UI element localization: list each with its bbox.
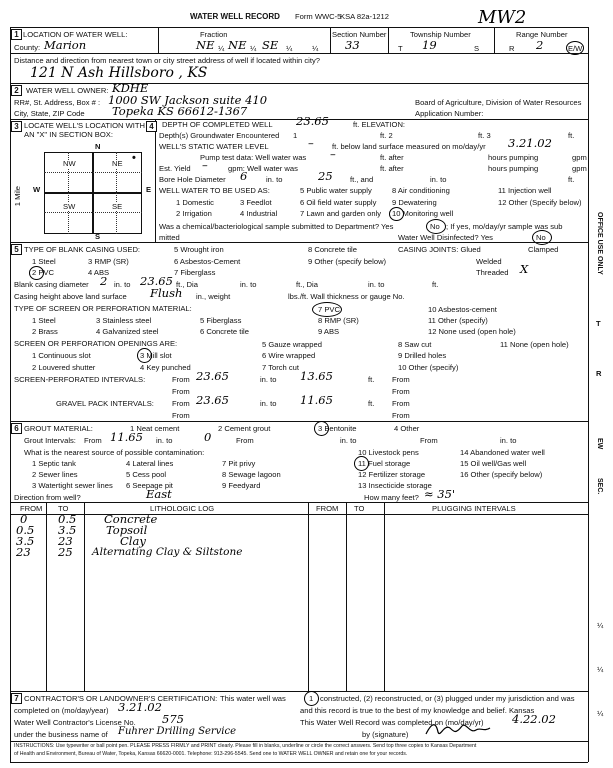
side-quarter: ¼ [597, 709, 604, 718]
city-value: Topeka KS 66612-1367 [112, 104, 248, 118]
ft-from-label: From [236, 436, 254, 445]
grid-se: SE [112, 202, 123, 211]
owner-value: KDHE [112, 81, 149, 95]
casing-option-selected[interactable]: 2 PVC [32, 268, 54, 277]
opening-option-selected[interactable]: 3 Mill slot [140, 351, 172, 360]
depth-value: 23.65 [296, 114, 329, 128]
hours-pumping-label: hours pumping [488, 164, 539, 173]
screen-option[interactable]: 5 Fiberglass [200, 316, 242, 325]
perf-intervals-label: SCREEN-PERFORATED INTERVALS: [14, 375, 146, 384]
grid-ne: NE [112, 159, 123, 168]
screen-circle [312, 302, 342, 317]
owner-label: WATER WELL OWNER: [26, 86, 109, 95]
grid-west: W [33, 185, 41, 194]
ft-dia-label: ft., Dia [176, 280, 198, 289]
joints-label: CASING JOINTS: Glued [398, 245, 481, 254]
side-r-label: R [596, 369, 602, 378]
ft-label: ft. [368, 375, 375, 384]
static-level-value: – [308, 136, 314, 150]
contam-option[interactable]: 12 Fertilizer storage [358, 470, 426, 479]
chemical-no[interactable]: No [430, 222, 440, 231]
contam-option[interactable]: 13 Insecticide storage [358, 481, 432, 490]
ft-dia-label: ft., Dia [296, 280, 318, 289]
log-row-desc: Concrete [104, 512, 158, 526]
log-row-to: 23 [58, 534, 73, 548]
use-option[interactable]: 3 Feedlot [240, 198, 272, 207]
log-header-to: TO [58, 504, 69, 513]
range-value: 2 [536, 38, 544, 52]
casing-option[interactable]: 9 Other (specify below) [308, 257, 387, 266]
perf-from-value: 23.65 [196, 369, 229, 383]
frame-bottom [10, 762, 588, 763]
screen-option[interactable]: 6 Concrete tile [200, 327, 249, 336]
side-sec-label: SEC. [596, 478, 603, 495]
township-s: S [474, 44, 480, 53]
ksa-ref: KSA 82a-1212 [340, 12, 389, 21]
screen-option-selected[interactable]: 7 PVC [318, 305, 340, 314]
screen-material-label: TYPE OF SCREEN OR PERFORATION MATERIAL: [14, 304, 192, 313]
height-label: Casing height above land surface [14, 292, 127, 301]
depth-label: DEPTH OF COMPLETED WELL [162, 120, 273, 129]
from-label: From [172, 411, 190, 420]
contamination-label: What is the nearest source of possible contamination: [24, 448, 205, 457]
in-to-label: in. to [430, 175, 447, 184]
contam-option[interactable]: 6 Seepage pit [126, 481, 173, 490]
certification-options: constructed, (2) reconstructed, or (3) plugged under my jurisdiction and was [320, 694, 575, 703]
ft-after-label: ft. after [380, 153, 404, 162]
ft-label: ft. [368, 399, 375, 408]
distance-label: Distance and direction from nearest town or city street address of well if located within city? [14, 56, 320, 65]
range-ew: E/W [568, 44, 583, 53]
grid-east: E [146, 185, 152, 194]
screen-option[interactable]: 2 Brass [32, 327, 58, 336]
contam-option[interactable]: 1 Septic tank [32, 459, 76, 468]
from-label: From [392, 411, 410, 420]
gravel-to-value: 11.65 [300, 393, 333, 407]
certification-text: This water well was [220, 694, 286, 703]
from-label: From [392, 387, 410, 396]
bore-and-label: ft., and [350, 175, 374, 184]
weight-label: in., weight [196, 292, 231, 301]
section-7-number: 7 [11, 693, 22, 704]
log-col-divider [308, 502, 309, 691]
direction-value: East [146, 487, 172, 501]
use-option-selected[interactable]: 10 Monitoring well [392, 209, 454, 218]
signature-label: by (signature) [362, 730, 409, 739]
from-label: From [392, 375, 410, 384]
from-label: From [172, 375, 190, 384]
contam-option[interactable]: 9 Feedyard [222, 481, 261, 490]
use-option[interactable]: 9 Dewatering [392, 198, 437, 207]
street-value: 1000 SW Jackson suite 410 [108, 93, 268, 107]
grid-horizontal [44, 192, 142, 194]
use-option[interactable]: 6 Oil field water supply [300, 198, 377, 207]
opening-circle [137, 348, 152, 363]
ft-to-label: in. to [500, 436, 517, 445]
pump-test-value: – [330, 147, 336, 161]
use-option[interactable]: 8 Air conditioning [392, 186, 450, 195]
casing-option[interactable]: 6 Asbestos-Cement [174, 257, 241, 266]
screen-option[interactable]: 11 Other (specify) [428, 316, 488, 325]
form-title: WATER WELL RECORD [190, 12, 280, 21]
use-label: WELL WATER TO BE USED AS: [159, 186, 270, 195]
joints-clamped[interactable]: Clamped [528, 245, 559, 254]
instructions-line-2: of Health and Environment, Bureau of Water, Topeka, Kansas 66620-0001. Telephone: 913-296-5545. Send one to WATER WELL OWNER and retain one for your records. [14, 751, 408, 757]
section-number-value: 33 [345, 38, 360, 52]
log-col-divider [384, 502, 385, 691]
log-header-plugging: PLUGGING INTERVALS [432, 504, 516, 513]
divider [10, 514, 588, 515]
casing-label: TYPE OF BLANK CASING USED: [24, 245, 141, 254]
ft-from-label: From [420, 436, 438, 445]
use-option[interactable]: 1 Domestic [176, 198, 214, 207]
bore-to-label: in. to [266, 175, 283, 184]
well-location-mark: • [132, 152, 136, 164]
side-quarter: ¼ [597, 621, 604, 630]
location-label: LOCATION OF WATER WELL: [23, 30, 128, 39]
yield-value: – [202, 158, 208, 172]
screen-option[interactable]: 9 ABS [318, 327, 340, 336]
township-t: T [398, 44, 403, 53]
business-value: Fuhrer Drilling Service [118, 726, 237, 737]
township-value: 19 [422, 38, 437, 52]
static-level-label: WELL'S STATIC WATER LEVEL [159, 142, 269, 151]
casing-option[interactable]: 1 Steel [32, 257, 56, 266]
address-value: 121 N Ash Hillsboro , KS [30, 65, 208, 81]
side-ew-label: EW [596, 438, 603, 450]
bore-value: 6 [240, 169, 248, 183]
grout-circle [314, 421, 329, 436]
gravel-label: GRAVEL PACK INTERVALS: [56, 399, 154, 408]
quarter-mark: ¼ [286, 44, 293, 53]
grout-option[interactable]: 1 Neat cement [130, 424, 180, 433]
groundwater-1: 1 [293, 131, 298, 140]
log-col-divider [346, 502, 347, 691]
quarter-mark: ¼ [218, 44, 225, 53]
log-row-from: 0.5 [16, 523, 35, 537]
quarter-mark: ¼ [250, 44, 257, 53]
section-5-number: 5 [11, 244, 22, 255]
divider [158, 27, 159, 53]
log-row-desc: Topsoil [106, 523, 148, 537]
screen-option[interactable]: 3 Stainless steel [96, 316, 152, 325]
use-circle [389, 207, 404, 221]
disinfected-label: Water Well Disinfected? Yes [398, 233, 493, 242]
contam-option[interactable]: 8 Sewage lagoon [222, 470, 281, 479]
casing-option[interactable]: 4 ABS [88, 268, 110, 277]
log-row-to: 25 [58, 545, 73, 559]
divider [10, 502, 588, 503]
township-label: Township Number [410, 30, 471, 39]
handwritten-well-id: MW2 [478, 7, 527, 28]
feet-label: How many feet? [364, 493, 419, 502]
license-label: Water Well Contractor's License No. [14, 718, 136, 727]
grid-south: S [95, 232, 101, 241]
log-col-divider [46, 502, 47, 691]
quarter-mark: ¼ [312, 44, 319, 53]
hours-pumping-label: hours pumping [488, 153, 539, 162]
signature-mark [424, 720, 494, 740]
grid-dot [44, 172, 142, 173]
casing-option[interactable]: 8 Concrete tile [308, 245, 357, 254]
static-level-tail: ft. below land surface measured on mo/day/yr [332, 142, 486, 151]
yield-label: Est. Yield [159, 164, 191, 173]
log-row-to: 3.5 [58, 523, 77, 537]
record-true-text: and this record is true to the best of my knowledge and belief. Kansas [300, 706, 535, 715]
groundwater-3: ft. 3 [478, 131, 491, 140]
record-completed-value: 4.22.02 [512, 712, 556, 726]
use-option[interactable]: 4 Industrial [240, 209, 278, 218]
fraction-2-value: NE [228, 38, 247, 52]
pump-test-label: Pump test data: Well water was [200, 153, 307, 162]
bore-depth-value: 25 [318, 169, 333, 183]
instructions-line-1: INSTRUCTIONS: Use typewriter or ball point pen. PLEASE PRESS FIRMLY and PRINT clearly. Please fill in blanks, underline or circle the correct answers. Send top three copies to Kansas Department [14, 743, 477, 749]
screen-option[interactable]: 10 Asbestos-cement [428, 305, 497, 314]
direction-label: Direction from well? [14, 493, 81, 502]
opening-option[interactable]: 4 Key punched [140, 363, 191, 372]
contam-option[interactable]: 5 Cess pool [126, 470, 167, 479]
screen-option[interactable]: 12 None used (open hole) [428, 327, 516, 336]
in-to-label: in. to [368, 280, 385, 289]
city-label: City, State, ZIP Code [14, 109, 85, 118]
contam-option[interactable]: 16 Other (specify below) [460, 470, 543, 479]
business-label: under the business name of [14, 730, 108, 739]
divider [10, 83, 588, 84]
joints-threaded[interactable]: Threaded [476, 268, 509, 277]
contam-option[interactable]: 15 Oil well/Gas well [460, 459, 527, 468]
contam-option[interactable]: 2 Sewer lines [32, 470, 78, 479]
log-header-from: FROM [20, 504, 43, 513]
section-2-number: 2 [11, 85, 22, 96]
fraction-3-value: SE [262, 38, 279, 52]
log-header-from-2: FROM [316, 504, 339, 513]
ft-after-label: ft. after [380, 164, 404, 173]
diameter-value: 2 [100, 274, 108, 288]
section-3-number: 3 [11, 121, 22, 132]
completed-value: 3.21.02 [118, 700, 162, 714]
use-option[interactable]: 5 Public water supply [300, 186, 372, 195]
grid-dot [44, 212, 142, 213]
log-row-desc: Clay [120, 534, 146, 548]
office-use-label: OFFICE USE ONLY [596, 212, 603, 275]
locate-label-2: AN "X" IN SECTION BOX: [24, 130, 113, 139]
screen-option[interactable]: 8 RMP (SR) [318, 316, 359, 325]
groundwater-label: Depth(s) Groundwater Encountered [159, 131, 280, 140]
feet-value: ≈ 35' [424, 487, 456, 501]
opening-option[interactable]: 2 Louvered shutter [32, 363, 96, 372]
contam-option[interactable]: 14 Abandoned water well [460, 448, 545, 457]
log-row-from: 0 [20, 512, 28, 526]
use-option[interactable]: 2 Irrigation [176, 209, 212, 218]
from-label: From [392, 399, 410, 408]
grout-option-selected[interactable]: 3 Bentonite [318, 424, 357, 433]
openings-label: SCREEN OR PERFORATION OPENINGS ARE: [14, 339, 178, 348]
fraction-1-value: NE [196, 38, 215, 52]
contam-option[interactable]: 10 Livestock pens [358, 448, 419, 457]
perf-to-value: 13.65 [300, 369, 333, 383]
grout-label: GROUT MATERIAL: [24, 424, 93, 433]
certification-option-1[interactable]: 1 [309, 694, 314, 703]
diameter-to: in. to [114, 280, 131, 289]
opening-option[interactable]: 8 Saw cut [398, 340, 432, 349]
grid-mile-label: 1 Mile [13, 186, 22, 207]
form-number: Form WWC-5 [295, 12, 342, 21]
frame-left [10, 27, 11, 762]
opening-option[interactable]: 7 Torch cut [262, 363, 300, 372]
casing-option[interactable]: 7 Fiberglass [174, 268, 216, 277]
contam-option[interactable]: 3 Watertight sewer lines [32, 481, 113, 490]
divider [155, 119, 156, 242]
elevation-label: ft. ELEVATION: [353, 120, 406, 129]
log-header-lithologic: LITHOLOGIC LOG [150, 504, 215, 513]
section-1-number: 1 [11, 29, 22, 40]
bore-label: Bore Hole Diameter [159, 175, 226, 184]
ft-label: ft. [568, 175, 575, 184]
ft-to-label: in. to [260, 375, 277, 384]
grid-sw: SW [63, 202, 76, 211]
gpm-label: gpm [572, 153, 587, 162]
county-label: County: [14, 43, 41, 52]
from-label: From [172, 399, 190, 408]
gpm-well-label: gpm: Well water was [228, 164, 298, 173]
grout-option[interactable]: 4 Other [394, 424, 420, 433]
mitted-label: mitted [159, 233, 180, 242]
gpm-label: gpm [572, 164, 587, 173]
record-completed-label: This Water Well Record was completed on (mo/day/yr) [300, 718, 484, 727]
use-option[interactable]: 11 Injection well [498, 186, 552, 195]
ft-to-label: in. to [156, 436, 173, 445]
opening-option[interactable]: 1 Continuous slot [32, 351, 91, 360]
divider [10, 421, 588, 422]
use-option[interactable]: 12 Other (Specify below) [498, 198, 582, 207]
contam-option[interactable]: 7 Pit privy [222, 459, 256, 468]
certification-circle [304, 691, 319, 706]
application-label: Application Number: [415, 109, 484, 118]
license-value: 575 [162, 712, 184, 726]
locate-label-1: LOCATE WELL'S LOCATION WITH [24, 121, 145, 130]
log-row-to: 0.5 [58, 512, 77, 526]
chemical-circle [426, 219, 446, 234]
threaded-mark: X [520, 262, 529, 276]
in-to-label: in. to [240, 280, 257, 289]
grout-option[interactable]: 2 Cement grout [218, 424, 271, 433]
groundwater-2: ft. 2 [380, 131, 393, 140]
height-value: Flush [150, 286, 183, 300]
grid-nw: NW [63, 159, 76, 168]
log-row-desc: Alternating Clay & Siltstone [92, 546, 243, 558]
screen-option[interactable]: 4 Galvanized steel [96, 327, 159, 336]
casing-circle [29, 266, 44, 280]
screen-option[interactable]: 1 Steel [32, 316, 56, 325]
contam-circle [354, 456, 369, 471]
divider [10, 53, 588, 54]
ft-label: ft. [432, 280, 439, 289]
section-number-label: Section Number [332, 30, 387, 39]
divider [330, 27, 331, 53]
divider [10, 741, 588, 742]
street-label: RR#, St. Address, Box # : [14, 98, 101, 107]
range-label: Range Number [516, 30, 568, 39]
divider [10, 691, 588, 692]
from-label: From [172, 387, 190, 396]
joints-welded[interactable]: Welded [476, 257, 502, 266]
frame-right [588, 27, 589, 762]
log-col-divider [84, 502, 85, 691]
divider [494, 27, 495, 53]
side-t-label: T [596, 319, 601, 328]
section-6-number: 6 [11, 423, 22, 434]
ft-label: ft. [568, 131, 575, 140]
opening-option[interactable]: 6 Wire wrapped [262, 351, 316, 360]
log-row-from: 3.5 [16, 534, 35, 548]
casing-option[interactable]: 5 Wrought iron [174, 245, 224, 254]
opening-option[interactable]: 10 Other (specify) [398, 363, 459, 372]
section-4-number: 4 [146, 121, 157, 132]
range-r: R [509, 44, 515, 53]
grout-intervals-label: Grout Intervals: [24, 436, 76, 445]
lbs-label: lbs./ft. Wall thickness or gauge No. [288, 292, 405, 301]
side-quarter: ¼ [597, 665, 604, 674]
contam-option-selected[interactable]: 11 Fuel storage [358, 459, 411, 468]
static-level-date: 3.21.02 [508, 136, 552, 150]
chemical-label: Was a chemical/bacteriological sample submitted to Department? Yes [159, 222, 394, 231]
opening-option[interactable]: 9 Drilled holes [398, 351, 447, 360]
chemical-tail: ; If yes, mo/day/yr sample was sub [446, 222, 563, 231]
contam-option[interactable]: 4 Lateral lines [126, 459, 174, 468]
county-value: Marion [44, 38, 87, 52]
opening-option[interactable]: 5 Gauze wrapped [262, 340, 322, 349]
grout-to-value: 0 [204, 430, 212, 444]
certification-label: CONTRACTOR'S OR LANDOWNER'S CERTIFICATION: [24, 694, 218, 703]
disinfected-no[interactable]: No [536, 233, 546, 242]
log-row-from: 23 [16, 545, 31, 559]
grid-north: N [95, 142, 101, 151]
fraction-label: Fraction [200, 30, 228, 39]
completed-label: completed on (mo/day/year) [14, 706, 109, 715]
use-option[interactable]: 7 Lawn and garden only [300, 209, 382, 218]
opening-option[interactable]: 11 None (open hole) [500, 340, 569, 349]
diameter-depth-value: 23.65 [140, 274, 173, 288]
log-header-to-2: TO [354, 504, 365, 513]
board-label: Board of Agriculture, Division of Water Resources [415, 98, 582, 107]
grout-from-value: 11.65 [110, 430, 143, 444]
from-label: From [84, 436, 102, 445]
ft-to-label: in. to [340, 436, 357, 445]
gravel-from-value: 23.65 [196, 393, 229, 407]
diameter-label: Blank casing diameter [14, 280, 89, 289]
divider [10, 242, 588, 243]
frame-top [10, 27, 588, 28]
ft-to-label: in. to [260, 399, 277, 408]
divider [388, 27, 389, 53]
casing-option[interactable]: 3 RMP (SR) [88, 257, 129, 266]
